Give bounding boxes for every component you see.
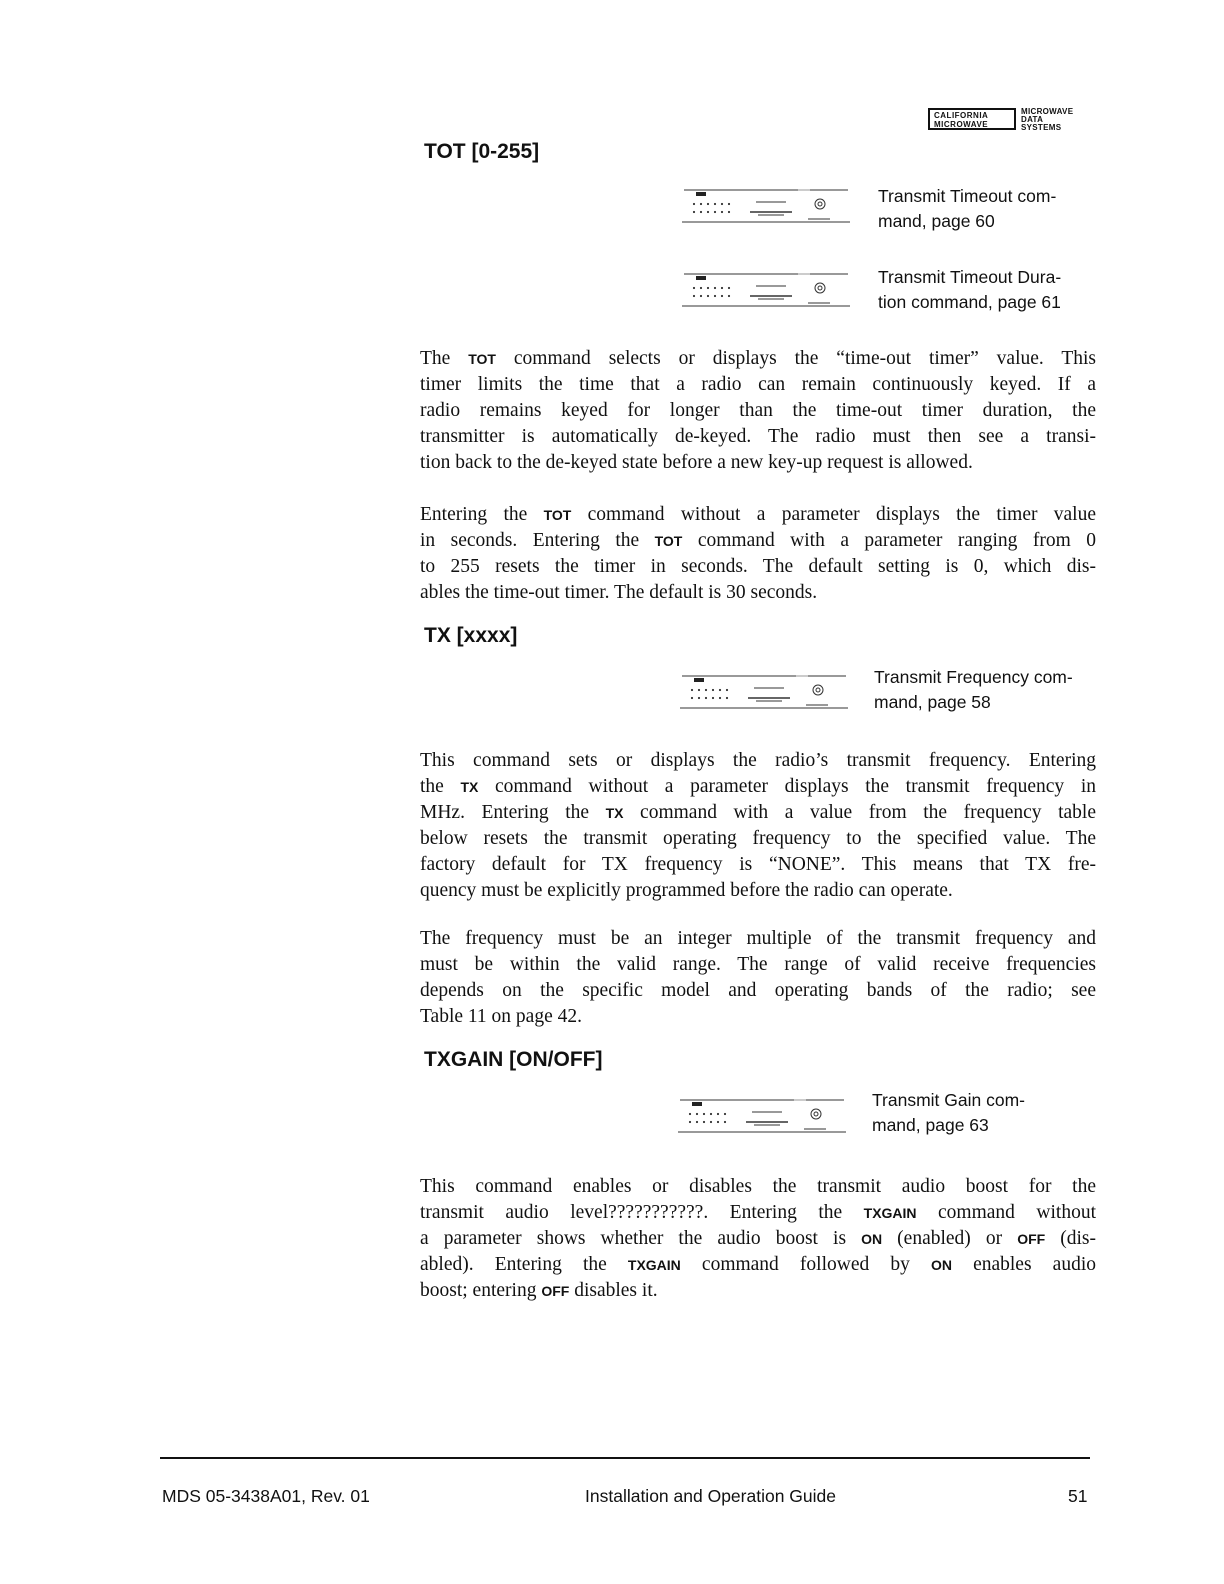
- paragraph-line: [420, 800, 1096, 826]
- paragraph-line: [420, 580, 1096, 606]
- side-note: [878, 184, 1110, 234]
- logo-wordmark-line: SYSTEMS: [1021, 123, 1062, 132]
- paragraph: [420, 748, 1096, 904]
- command-keyword: TOT: [468, 351, 496, 367]
- command-keyword: TXGAIN: [863, 1205, 917, 1221]
- paragraph-text: enables audio: [951, 1254, 1096, 1275]
- paragraph-text: disables it.: [569, 1280, 658, 1301]
- paragraph-line: [420, 1278, 1096, 1304]
- paragraph-text: timer limits the time that a radio can remain continuously keyed. If a: [420, 374, 1096, 395]
- paragraph-text: command with a parameter ranging from 0: [682, 530, 1096, 551]
- paragraph-text: The frequency must be an integer multiple of the transmit frequency and: [420, 928, 1096, 949]
- side-note-line: mand, page 60: [878, 211, 995, 231]
- command-keyword: ON: [930, 1257, 952, 1273]
- paragraph-text: command without: [916, 1202, 1096, 1223]
- radio-panel-icon: [676, 1096, 846, 1136]
- paragraph-line: [420, 1226, 1096, 1252]
- paragraph-line: [420, 1004, 1096, 1030]
- footer-guide-title: Installation and Operation Guide: [585, 1486, 836, 1506]
- paragraph-line: [420, 1174, 1096, 1200]
- paragraph-text: transmitter is automatically de-keyed. The radio must then see a transi-: [420, 426, 1096, 447]
- paragraph-text: must be within the valid range. The range of valid receive frequencies: [420, 954, 1096, 975]
- paragraph-line: [420, 826, 1096, 852]
- paragraph: [420, 1174, 1096, 1304]
- paragraph-text: a parameter shows whether the audio boost is: [420, 1228, 862, 1249]
- side-note: [872, 1088, 1104, 1138]
- side-note-line: mand, page 63: [872, 1115, 989, 1135]
- logo-box-line: CALIFORNIA: [934, 111, 989, 120]
- paragraph-text: boost; entering: [420, 1280, 542, 1301]
- radio-panel-icon: [678, 672, 848, 712]
- paragraph-line: [420, 774, 1096, 800]
- paragraph-text: The: [420, 348, 469, 369]
- logo-wordmark-line: MICROWAVE: [1021, 107, 1074, 116]
- side-note: [878, 265, 1110, 315]
- paragraph-text: below resets the transmit operating frequency to the specified value. The: [420, 828, 1096, 849]
- paragraph-text: command selects or displays the “time-out timer” value. This: [495, 348, 1096, 369]
- paragraph: [420, 926, 1096, 1030]
- side-note-line: Transmit Gain com-: [872, 1090, 1025, 1110]
- side-note-line: Transmit Timeout com-: [878, 186, 1057, 206]
- command-keyword: OFF: [1017, 1231, 1046, 1247]
- paragraph-text: abled). Entering the: [420, 1254, 628, 1275]
- paragraph-line: [420, 424, 1096, 450]
- company-logo: [928, 108, 1098, 138]
- command-keyword: TOT: [654, 533, 683, 549]
- paragraph-line: [420, 748, 1096, 774]
- paragraph-line: [420, 398, 1096, 424]
- side-note-line: Transmit Frequency com-: [874, 667, 1073, 687]
- paragraph-text: in seconds. Entering the: [420, 530, 655, 551]
- paragraph-text: Table 11 on page 42.: [420, 1006, 582, 1027]
- paragraph-text: Entering the: [420, 504, 544, 525]
- footer-rule: [160, 1457, 1090, 1459]
- paragraph-line: [420, 346, 1096, 372]
- paragraph-text: This command sets or displays the radio’s transmit frequency. Entering: [420, 750, 1096, 771]
- paragraph-text: depends on the specific model and operating bands of the radio; see: [420, 980, 1096, 1001]
- paragraph-line: [420, 372, 1096, 398]
- command-keyword: ON: [861, 1231, 883, 1247]
- paragraph-text: radio remains keyed for longer than the time-out timer duration, the: [420, 400, 1096, 421]
- paragraph-text: command followed by: [680, 1254, 931, 1275]
- paragraph-text: transmit audio level???????????. Entering the: [420, 1202, 864, 1223]
- side-note-line: mand, page 58: [874, 692, 991, 712]
- paragraph-line: [420, 952, 1096, 978]
- logo-box: [928, 108, 1016, 130]
- paragraph-text: command with a value from the frequency table: [623, 802, 1096, 823]
- radio-panel-icon: [680, 270, 850, 310]
- paragraph-text: (enabled) or: [882, 1228, 1018, 1249]
- paragraph-line: [420, 852, 1096, 878]
- footer-page-number: 51: [1068, 1486, 1088, 1506]
- side-note-line: tion command, page 61: [878, 292, 1061, 312]
- command-keyword: TOT: [543, 507, 572, 523]
- paragraph-text: the: [420, 776, 461, 797]
- paragraph-text: This command enables or disables the transmit audio boost for the: [420, 1176, 1096, 1197]
- paragraph-line: [420, 1200, 1096, 1226]
- paragraph-text: tion back to the de-keyed state before a new key-up request is allowed.: [420, 452, 973, 473]
- paragraph-line: [420, 502, 1096, 528]
- paragraph-text: quency must be explicitly programmed before the radio can operate.: [420, 880, 953, 901]
- command-keyword: TX: [605, 805, 624, 821]
- side-note: [874, 665, 1106, 715]
- logo-wordmark-line: DATA: [1021, 115, 1044, 124]
- paragraph-text: (dis-: [1045, 1228, 1096, 1249]
- logo-box-line: MICROWAVE: [934, 120, 989, 129]
- command-keyword: OFF: [541, 1283, 570, 1299]
- command-keyword: TXGAIN: [627, 1257, 681, 1273]
- paragraph-line: [420, 450, 1096, 476]
- paragraph-text: command without a parameter displays the transmit frequency in: [478, 776, 1096, 797]
- paragraph-text: MHz. Entering the: [420, 802, 606, 823]
- paragraph: [420, 502, 1096, 606]
- paragraph-line: [420, 878, 1096, 904]
- radio-panel-icon: [680, 186, 850, 226]
- paragraph-text: command without a parameter displays the timer value: [571, 504, 1097, 525]
- paragraph-line: [420, 554, 1096, 580]
- footer-doc-number: MDS 05-3438A01, Rev. 01: [162, 1486, 370, 1506]
- command-keyword: TX: [460, 779, 479, 795]
- paragraph-text: factory default for TX frequency is “NONE”. This means that TX fre-: [420, 854, 1096, 875]
- section-heading-txgain: TXGAIN [ON/OFF]: [424, 1048, 603, 1071]
- logo-wordmark: [1021, 108, 1101, 132]
- paragraph-line: [420, 528, 1096, 554]
- paragraph-text: ables the time-out timer. The default is 30 seconds.: [420, 582, 818, 603]
- side-note-line: Transmit Timeout Dura-: [878, 267, 1062, 287]
- paragraph-line: [420, 978, 1096, 1004]
- paragraph: [420, 346, 1096, 476]
- paragraph-line: [420, 1252, 1096, 1278]
- paragraph-text: to 255 resets the timer in seconds. The default setting is 0, which dis-: [420, 556, 1096, 577]
- section-heading-tx: TX [xxxx]: [424, 624, 518, 647]
- paragraph-line: [420, 926, 1096, 952]
- section-heading-tot: TOT [0-255]: [424, 140, 540, 163]
